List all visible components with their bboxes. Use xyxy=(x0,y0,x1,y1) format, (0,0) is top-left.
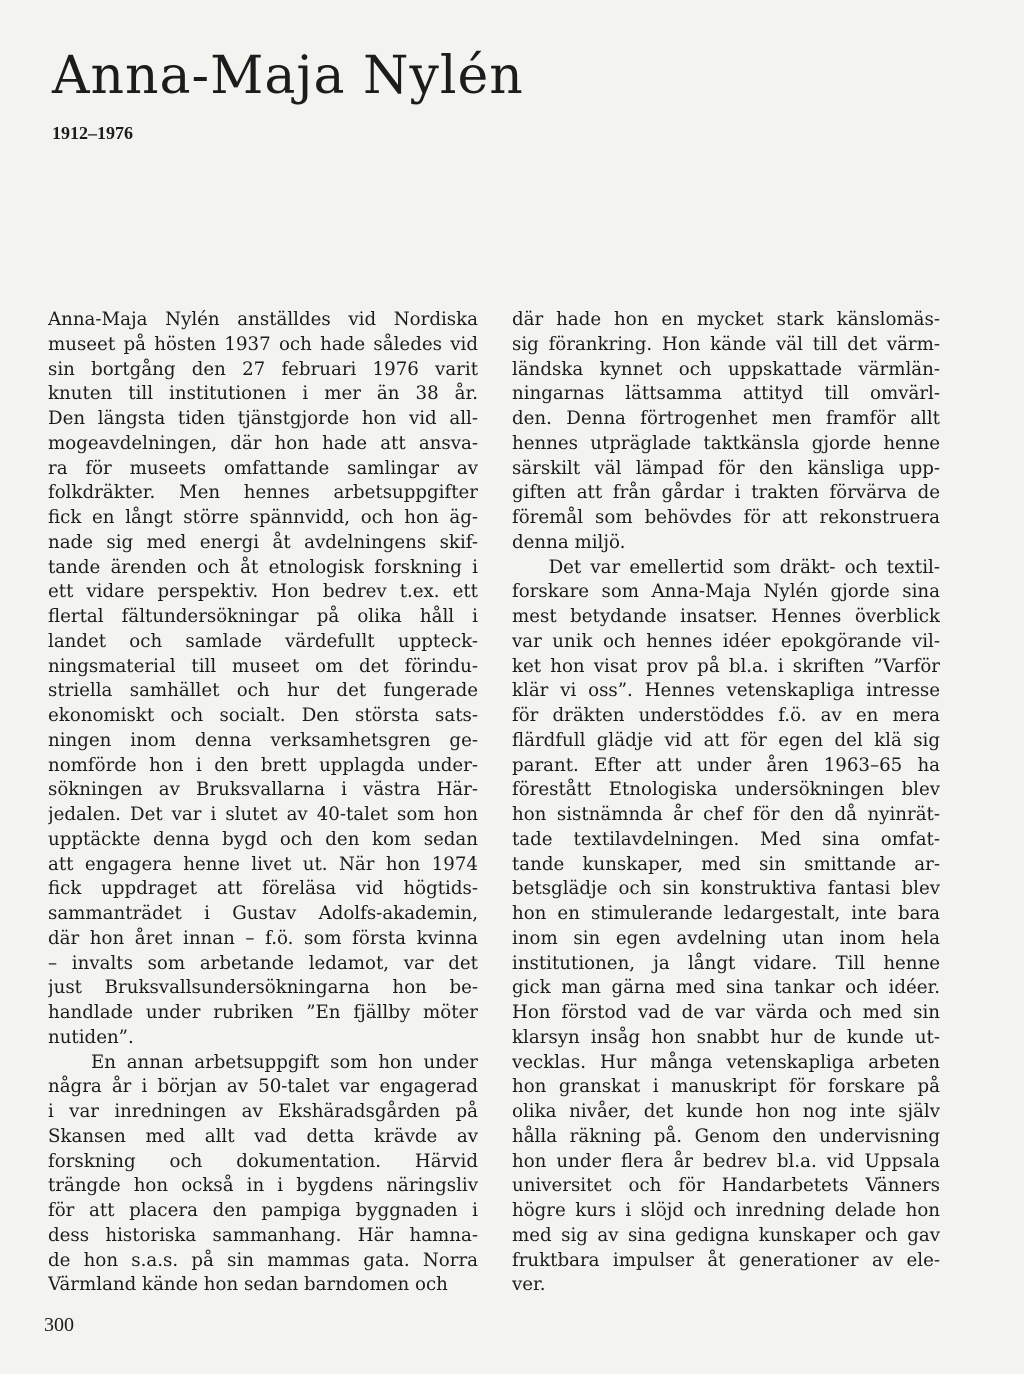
text-line: hon en stimulerande ledargestalt, inte bara xyxy=(512,903,940,924)
text-line: tande ärenden och åt etnologisk forskning i xyxy=(48,556,478,578)
text-line: just Bruksvallsundersökningarna hon be- xyxy=(48,977,478,999)
text-line: ningsmaterial till museet om det förindu- xyxy=(48,655,478,677)
text-line: flertal fältundersökningar på olika håll i xyxy=(48,606,478,627)
page-title: Anna-Maja Nylén xyxy=(52,46,524,106)
text-line: En annan arbetsuppgift som hon under xyxy=(48,1051,478,1073)
text-line: ekonomiskt och socialt. Den största sats- xyxy=(48,705,478,726)
text-line: sammanträdet i Gustav Adolfs-akademin, xyxy=(48,903,478,924)
text-line: Den längsta tiden tjänstgjorde hon vid all- xyxy=(48,408,478,429)
text-line: flärdfull glädje vid att för egen del klä sig xyxy=(512,729,940,751)
text-line: parant. Efter att under åren 1963–65 ha xyxy=(512,754,940,776)
text-line: forskare som Anna-Maja Nylén gjorde sina xyxy=(512,581,940,603)
text-line: hennes utpräglade taktkänsla gjorde henne xyxy=(512,432,940,454)
text-line: hålla räkning på. Genom den undervisning xyxy=(512,1125,940,1147)
text-line: den. Denna förtrogenhet men framför allt xyxy=(512,408,940,429)
text-line: de hon s.a.s. på sin mammas gata. Norra xyxy=(48,1249,478,1271)
text-line: mogeavdelningen, där hon hade att ansva- xyxy=(48,432,478,454)
text-line: Hon förstod vad de var värda och med sin xyxy=(512,1002,940,1023)
text-line: klarsyn insåg hon snabbt hur de kunde ut- xyxy=(512,1026,940,1048)
text-line: där hon året innan – f.ö. som första kvinna xyxy=(48,927,478,949)
page-number: 300 xyxy=(44,1314,74,1336)
text-line: sig förankring. Hon kände väl till det värm- xyxy=(512,333,940,355)
left-column xyxy=(48,308,478,1298)
text-line: ningen inom denna verksamhetsgren ge- xyxy=(48,729,478,751)
text-line: ländska kynnet och uppskattade värmlän- xyxy=(512,358,940,380)
text-line: högre kurs i slöjd och inredning delade hon xyxy=(512,1200,940,1221)
text-line: särskilt väl lämpad för den känsliga upp- xyxy=(512,457,940,479)
text-line: fruktbara impulser åt generationer av ele- xyxy=(512,1249,940,1271)
text-line: museet på hösten 1937 och hade således vid xyxy=(48,333,478,355)
text-line: gick man gärna med sina tankar och idéer. xyxy=(512,977,940,999)
text-line: för att placera den pampiga byggnaden i xyxy=(48,1200,478,1221)
text-line: striella samhället och hur det fungerade xyxy=(48,680,478,702)
text-line: knuten till institutionen i mer än 38 år. xyxy=(48,383,478,405)
text-line: ver. xyxy=(512,1274,546,1296)
text-line: universitet och för Handarbetets Vänners xyxy=(512,1175,940,1197)
text-line: betsglädje och sin konstruktiva fantasi blev xyxy=(512,878,940,900)
text-line: sökningen av Bruksvallarna i västra Här- xyxy=(48,779,478,801)
text-line: ningarnas lättsamma attityd till omvärl- xyxy=(512,383,940,405)
text-line: Anna-Maja Nylén anställdes vid Nordiska xyxy=(48,309,478,330)
text-line: tade textilavdelningen. Med sina omfat- xyxy=(512,828,940,850)
text-line: ett vidare perspektiv. Hon bedrev t.ex. ett xyxy=(48,581,478,603)
text-line: sin bortgång den 27 februari 1976 varit xyxy=(48,358,478,380)
text-line: med sig av sina gedigna kunskaper och gav xyxy=(512,1224,940,1246)
text-line: några år i början av 50-talet var engagerad xyxy=(48,1076,478,1098)
text-line: institutionen, ja långt vidare. Till henne xyxy=(512,952,940,974)
text-line: nutiden”. xyxy=(48,1026,134,1048)
text-line: handlade under rubriken ”En fjällby möter xyxy=(48,1002,478,1023)
text-line: landet och samlade värdefullt uppteck- xyxy=(48,630,478,652)
text-line: trängde hon också in i bygdens näringsliv xyxy=(48,1175,478,1197)
text-line: hon under flera år bedrev bl.a. vid Uppsala xyxy=(512,1150,940,1172)
text-line: Skansen med allt vad detta krävde av xyxy=(48,1125,478,1147)
text-line: hon granskat i manuskript för forskare på xyxy=(512,1076,940,1098)
text-line: nade sig med energi åt avdelningens skif- xyxy=(48,531,478,553)
text-line: Det var emellertid som dräkt- och textil- xyxy=(512,556,940,578)
text-line: ra för museets omfattande samlingar av xyxy=(48,457,478,479)
text-line: fick uppdraget att föreläsa vid högtids- xyxy=(48,878,478,900)
text-line: nomförde hon i den brett upplagda under- xyxy=(48,754,478,776)
text-line: forskning och dokumentation. Härvid xyxy=(48,1150,478,1172)
text-line: att engagera henne livet ut. När hon 1974 xyxy=(48,853,478,875)
text-line: – invalts som arbetande ledamot, var det xyxy=(48,952,478,974)
text-line: denna miljö. xyxy=(512,531,626,553)
text-line: folkdräkter. Men hennes arbetsuppgifter xyxy=(48,482,478,504)
text-line: klär vi oss”. Hennes vetenskapliga intresse xyxy=(512,680,940,702)
text-line: i var inredningen av Ekshäradsgården på xyxy=(48,1101,478,1122)
text-line: mest betydande insatser. Hennes överblick xyxy=(512,606,940,627)
text-line: upptäckte denna bygd och den kom sedan xyxy=(48,828,478,850)
text-line: där hade hon en mycket stark känslomäs- xyxy=(512,309,940,330)
text-line: hon sistnämnda år chef för den då nyinrät- xyxy=(512,804,940,825)
text-line: förestått Etnologiska undersökningen blev xyxy=(512,779,940,801)
text-line: olika nivåer, det kunde hon nog inte själv xyxy=(512,1101,940,1122)
text-line: vecklas. Hur många vetenskapliga arbeten xyxy=(512,1051,940,1073)
text-line: giften att från gårdar i trakten förvärva de xyxy=(512,482,940,504)
text-line: jedalen. Det var i slutet av 40-talet som hon xyxy=(48,804,478,825)
text-line: dess historiska sammanhang. Här hamna- xyxy=(48,1224,478,1246)
text-line: var unik och hennes idéer epokgörande vil- xyxy=(512,630,940,652)
right-column xyxy=(512,308,940,1298)
text-line: Värmland kände hon sedan barndomen och xyxy=(48,1274,448,1296)
text-line: fick en långt större spännvidd, och hon äg- xyxy=(48,507,478,528)
text-line: ket hon visat prov på bl.a. i skriften ”Varför xyxy=(512,655,940,677)
text-line: inom sin egen avdelning utan inom hela xyxy=(512,927,940,949)
text-line: föremål som behövdes för att rekonstruera xyxy=(512,507,940,528)
text-line: tande kunskaper, med sin smittande ar- xyxy=(512,853,940,875)
text-line: för dräkten understöddes f.ö. av en mera xyxy=(512,705,940,726)
life-years: 1912–1976 xyxy=(52,123,133,143)
